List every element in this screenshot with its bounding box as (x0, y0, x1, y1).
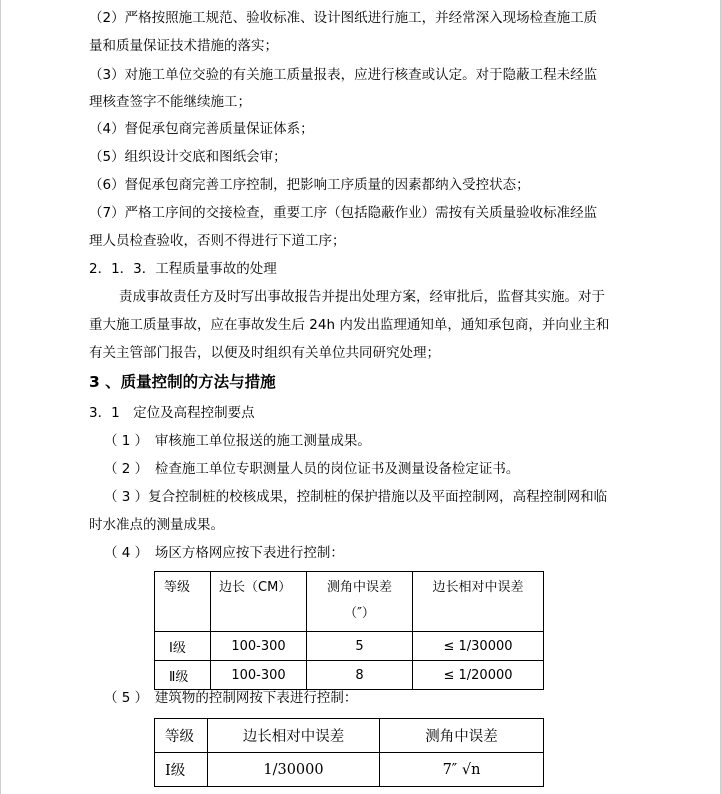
list-item: （ 3 ）复合控制桩的校核成果，控制桩的保护措施以及平面控制网，高程控制网和临 (104, 489, 608, 505)
table-header-cell: 等级 (155, 572, 211, 632)
table-cell: Ⅰ级 (155, 632, 211, 661)
table-row (155, 753, 544, 787)
table-cell: 100-300 (211, 632, 307, 661)
table-header-row (155, 719, 544, 753)
table-cell: 5 (307, 632, 413, 661)
table-header-cell (307, 572, 413, 632)
table-header-cell: 等级 (155, 719, 208, 753)
table-row (155, 661, 544, 690)
paragraph-line: 有关主管部门报告，以便及时组织有关单位共同研究处理； (89, 345, 440, 361)
grid-control-table (154, 571, 544, 690)
table-cell: 8 (307, 661, 413, 690)
list-item: （ 2 ） 检查施工单位专职测量人员的岗位证书及测量设备检定证书。 (104, 461, 520, 477)
table-cell: ≤ 1/30000 (413, 632, 544, 661)
page-edge-left (0, 0, 1, 794)
building-control-table (154, 718, 544, 787)
paragraph-line: 理人员检查验收，否则不得进行下道工序； (89, 233, 346, 249)
section-heading: 3．1 定位及高程控制要点 (89, 405, 255, 421)
paragraph-line: （3）对施工单位交验的有关施工质量报表，应进行核查或认定。对于隐蔽工程未经监 (89, 67, 598, 83)
table-cell: 100-300 (211, 661, 307, 690)
list-item: （ 1 ） 审核施工单位报送的施工测量成果。 (104, 433, 371, 449)
paragraph-line: 时水准点的测量成果。 (89, 517, 224, 533)
paragraph-line: 重大施工质量事故，应在事故发生后 24h 内发出监理通知单，通知承包商，并向业主和 (89, 317, 610, 333)
table-header-cell: 边长（CM） (211, 572, 307, 632)
paragraph-line: 量和质量保证技术措施的落实； (89, 38, 278, 54)
table-row (155, 632, 544, 661)
paragraph-line: （4）督促承包商完善质量保证体系； (89, 121, 314, 137)
table-header-row (155, 572, 544, 632)
paragraph-line: （7）严格工序间的交接检查，重要工序（包括隐蔽作业）需按有关质量验收标准经监 (89, 205, 598, 221)
table-header-cell: 边长相对中误差 (208, 719, 380, 753)
paragraph-line: （6）督促承包商完善工序控制，把影响工序质量的因素都纳入受控状态； (89, 177, 530, 193)
chapter-heading: 3 、质量控制的方法与措施 (89, 373, 276, 391)
table-cell: ≤ 1/20000 (413, 661, 544, 690)
table-header-cell: 边长相对中误差 (413, 572, 544, 632)
table-cell: Ⅱ级 (155, 661, 211, 690)
list-item: （ 4 ） 场区方格网应按下表进行控制： (104, 545, 344, 561)
table-cell: Ⅰ级 (155, 753, 208, 787)
paragraph-line: 理核查签字不能继续施工； (89, 94, 251, 110)
section-heading: 2．1．3．工程质量事故的处理 (89, 261, 277, 277)
table-cell: 1/30000 (208, 753, 380, 787)
table-header-cell: 测角中误差 (380, 719, 544, 753)
header-text: 测角中误差 （″） (326, 580, 392, 621)
table-cell: 7″ √n (380, 753, 544, 787)
list-item: （ 5 ） 建筑物的控制网按下表进行控制： (104, 690, 358, 706)
paragraph-line: （5）组织设计交底和图纸会审； (89, 149, 287, 165)
paragraph-line: （2）严格按照施工规范、验收标准、设计图纸进行施工，并经常深入现场检查施工质 (89, 10, 598, 26)
paragraph-line: 责成事故责任方及时写出事故报告并提出处理方案，经审批后，监督其实施。对于 (119, 289, 605, 305)
